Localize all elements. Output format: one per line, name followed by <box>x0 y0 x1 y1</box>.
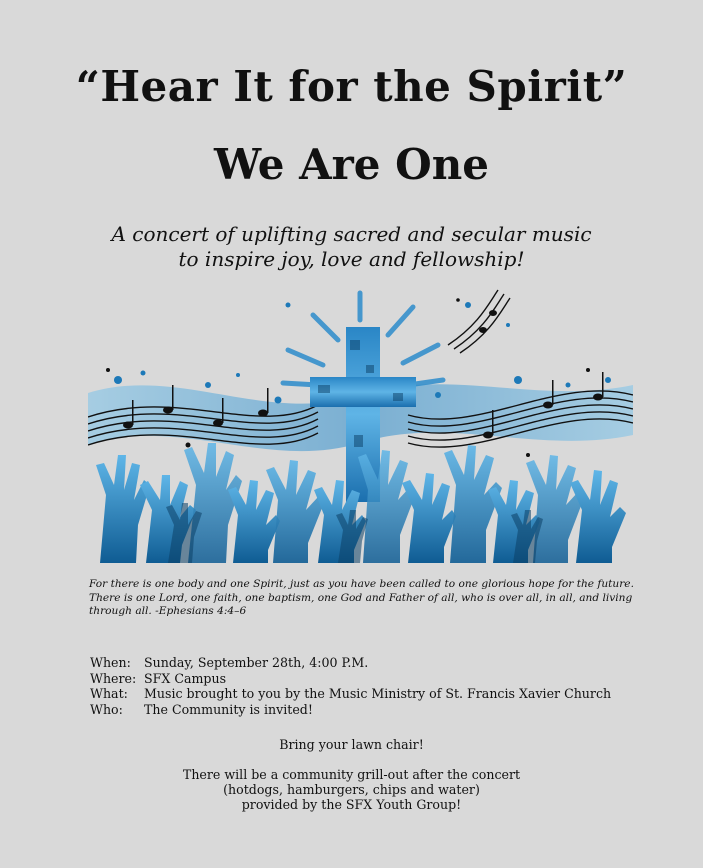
detail-when-value: Sunday, September 28th, 4:00 P.M. <box>144 655 369 670</box>
detail-when-label: When: <box>90 655 131 670</box>
concert-description-line-2: to inspire joy, love and fellowship! <box>178 247 525 271</box>
detail-who-value: The Community is invited! <box>144 701 313 717</box>
lawn-chair-note: Bring your lawn chair! <box>279 737 424 752</box>
detail-who-label: Who: <box>90 701 123 717</box>
grill-out-line-3: provided by the SFX Youth Group! <box>241 797 462 812</box>
detail-where <box>90 671 650 687</box>
detail-what <box>90 686 650 702</box>
detail-where-label: Where: <box>90 670 137 686</box>
detail-when <box>90 655 650 671</box>
flyer-title: “Hear It for the Spirit” <box>75 62 628 111</box>
event-details <box>90 655 650 717</box>
grill-out-line-2: (hotdogs, hamburgers, chips and water) <box>223 782 480 797</box>
detail-who <box>90 702 650 718</box>
flyer-subtitle-heading: We Are One <box>214 140 489 189</box>
concert-description-line-1: A concert of uplifting sacred and secular music <box>111 222 592 246</box>
detail-what-label: What: <box>90 686 128 702</box>
cross-hands-music-icon <box>88 285 633 563</box>
detail-what-value: Music brought to you by the Music Ministry of St. Francis Xavier Church <box>144 686 612 702</box>
concert-description <box>0 222 703 272</box>
grill-out-line-1: There will be a community grill-out after the concert <box>182 767 521 782</box>
grill-out-note <box>0 767 703 812</box>
scripture-verse: For there is one body and one Spirit, just as you have been called to one glorious hope for the future. There is one Lord, one faith, one baptism, one God and Father of all, who is over all, in all, and living through all. -Ephesians 4:4–6 <box>89 578 634 618</box>
detail-where-value: SFX Campus <box>144 670 227 686</box>
